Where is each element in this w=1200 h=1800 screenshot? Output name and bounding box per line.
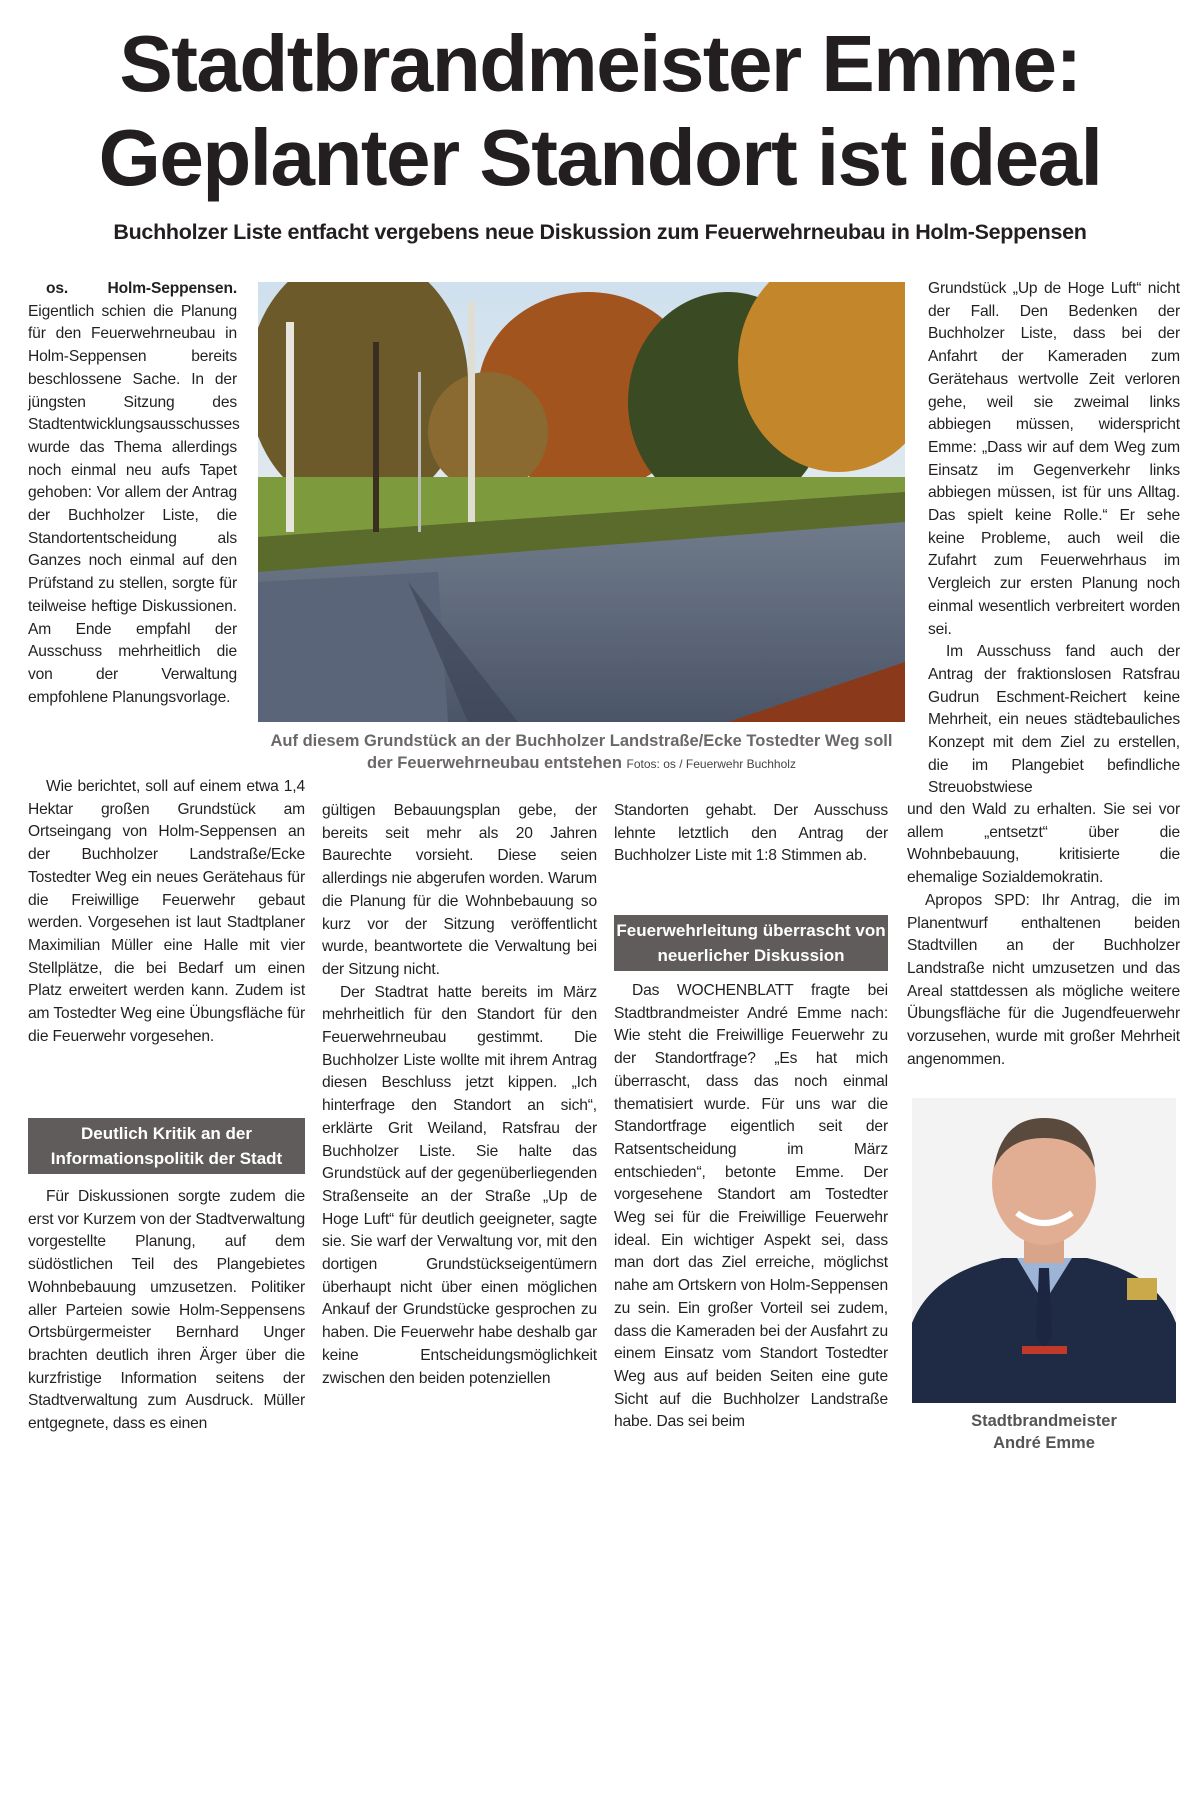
paragraph: Das WOCHENBLATT fragte bei Stadtbrandmeister André Emme nach: Wie steht die Freiwillige Feuerwehr zu der Standortfrage? „Es hat mich überrascht, dass das noch einmal thematisiert wurde. Für uns war die Standortfrage eigentlich seit der Ratsentscheidung im März entschieden“, betonte Emme. Der vorgesehene Standort am Tostedter Weg sei für die Freiwillige Feuerwehr ideal. Ein wichtiger Aspekt sei, dass man dort das Ziel erreiche, möglichst nahe am Ortskern von Holm-Seppensen zu sein. Ein großer Vorteil sei zudem, dass die Kameraden bei der Ausfahrt zu einem Einsatz vom Standort Tostedter Weg aus auf beiden Seiten eine gute Sicht auf die Buchholzer Landstraße habe. Das sei beim xyxy=(614,982,888,1431)
caption-line: André Emme xyxy=(993,1434,1095,1452)
column-4-top xyxy=(928,278,1180,800)
column-2 xyxy=(322,800,597,1390)
portrait-caption xyxy=(912,1410,1176,1454)
column-1-top xyxy=(28,278,240,709)
headline-line2: Geplanter Standort ist ideal xyxy=(98,113,1102,202)
paragraph: Für Diskussionen sorgte zudem die erst vor Kurzem von der Stadtverwaltung vorgestellte Planung, auf dem südöstlichen Teil des Plangebietes Wohnbebauung umzusetzen. Politiker aller Parteien sowie Holm-Seppensens Ortsbürgermeister Bernhard Unger brachten deutlich ihren Ärger über die kurzfristige Information seitens der Stadtverwaltung zum Ausdruck. Müller entgegnete, dass es einen xyxy=(28,1188,305,1433)
subheadline: Buchholzer Liste entfacht vergebens neue Diskussion zum Feuerwehrneubau in Holm-Seppensen xyxy=(113,220,1087,244)
paragraph: Apropos SPD: Ihr Antrag, die im Planentwurf enthaltenen beiden Stadtvillen an der Buchholzer Landstraße nicht umzusetzen und das Areal stattdessen als mögliche weitere Übungsfläche für die Jugendfeuerwehr vorzusehen, wurde mit großer Mehrheit angenommen. xyxy=(907,891,1180,1068)
paragraph: Standorten gehabt. Der Ausschuss lehnte letztlich den Antrag der Buchholzer Liste mit 1:8 Stimmen ab. xyxy=(614,802,888,865)
paragraph: Im Ausschuss fand auch der Antrag der fraktionslosen Ratsfrau Gudrun Eschment-Reichert keine Mehrheit, ein neues städtebauliches Konzept mit dem Ziel zu erstellen, die im Plangebiet befindliche Streuobstwiese xyxy=(928,643,1180,797)
photo-caption xyxy=(258,730,905,775)
column-1-bottom xyxy=(28,776,305,1048)
subhead-feuerwehrleitung: Feuerwehrleitung überrascht von neuerlicher Diskussion xyxy=(614,915,888,971)
caption-text: Auf diesem Grundstück an der Buchholzer Landstraße/Ecke Tostedter Weg soll der Feuerwehrneubau entstehen xyxy=(270,732,893,772)
caption-line: Stadtbrandmeister xyxy=(971,1412,1117,1430)
dateline: os. Holm-Seppensen. xyxy=(46,280,237,297)
paragraph: gültigen Bebauungsplan gebe, der bereits seit mehr als 20 Jahren Baurechte vorsieht. Diese seien allerdings nie abgerufen worden. Warum die Planung für die Wohnbebauung so kurz vor der Sitzung veröffentlicht wurde, beantwortete die Verwaltung bei der Sitzung nicht. xyxy=(322,802,597,978)
headline-line1: Stadtbrandmeister Emme: xyxy=(119,19,1081,108)
paragraph: Grundstück „Up de Hoge Luft“ nicht der Fall. Den Bedenken der Buchholzer Liste, dass bei der Anfahrt der Kameraden zum Gerätehaus wertvolle Zeit verloren gehe, weil sie zweimal links abbiegen müssen, widerspricht Emme: „Dass wir auf dem Weg zum Einsatz im Gegenverkehr links abbiegen müssen, ist für uns Alltag. Das spielt keine Rolle.“ Er sehe keine Probleme, auch weil die Zufahrt zum Feuerwehrhaus im Vergleich zur ersten Planung noch einmal wesentlich verbreitert worden sei. xyxy=(928,280,1180,638)
photo-credit: Fotos: os / Feuerwehr Buchholz xyxy=(626,757,796,771)
column-3-top xyxy=(614,800,888,868)
portrait-photo xyxy=(912,1098,1176,1403)
paragraph: Der Stadtrat hatte bereits im März mehrheitlich für den Standort für den Feuerwehrneubau gestimmt. Die Buchholzer Liste wollte mit ihrem Antrag diesen Beschluss jetzt kippen. „Ich hinterfrage den Standort an sich“, erklärte Grit Weiland, Ratsfrau der Buchholzer Liste. Sie halte das Grundstück auf der gegenüberliegenden Straßenseite an der Straße „Up de Hoge Luft“ für deutlich geeigneter, sagte sie. Sie warf der Verwaltung vor, mit den dortigen Grundstückseigentümern überhaupt nicht über einen möglichen Ankauf der Grundstücke gesprochen zu haben. Die Feuerwehr habe deshalb gar keine Entscheidungsmöglichkeit zwischen den beiden potenziellen xyxy=(322,983,597,1387)
column-3-bottom xyxy=(614,980,888,1434)
street-photo xyxy=(258,282,905,722)
paragraph: Eigentlich schien die Planung für den Feuerwehrneubau in Holm-Seppensen bereits beschlossene Sache. In der jüngsten Sitzung des Stadtentwicklungsausschusses wurde das Thema allerdings noch einmal neu aufs Tapet gehoben: Vor allem der Antrag der Buchholzer Liste, die Standortentscheidung als Ganzes noch einmal auf den Prüfstand zu stellen, sorgte für teilweise heftige Diskussionen. Am Ende empfahl der Ausschuss mehrheitlich die von der Verwaltung empfohlene Planungsvorlage. xyxy=(28,302,240,706)
subhead-informationspolitik: Deutlich Kritik an der Informationspolitik der Stadt xyxy=(28,1118,305,1174)
paragraph: und den Wald zu erhalten. Sie sei vor allem „entsetzt“ über die Wohnbebauung, kritisierte die ehemalige Sozialdemokratin. xyxy=(907,801,1180,887)
column-1-end xyxy=(28,1186,305,1436)
paragraph: Wie berichtet, soll auf einem etwa 1,4 Hektar großen Grundstück am Ortseingang von Holm-Seppensen an der Buchholzer Landstraße/Ecke Tostedter Weg ein neues Gerätehaus für die Freiwillige Feuerwehr gebaut werden. Vorgesehen ist laut Stadtplaner Maximilian Müller eine Halle mit vier Stellplätze, die bei Bedarf um einen Platz erweitert werden kann. Zudem ist am Tostedter Weg eine Übungsfläche für die Feuerwehr vorgesehen. xyxy=(28,778,305,1045)
column-4-bottom xyxy=(907,799,1180,1071)
